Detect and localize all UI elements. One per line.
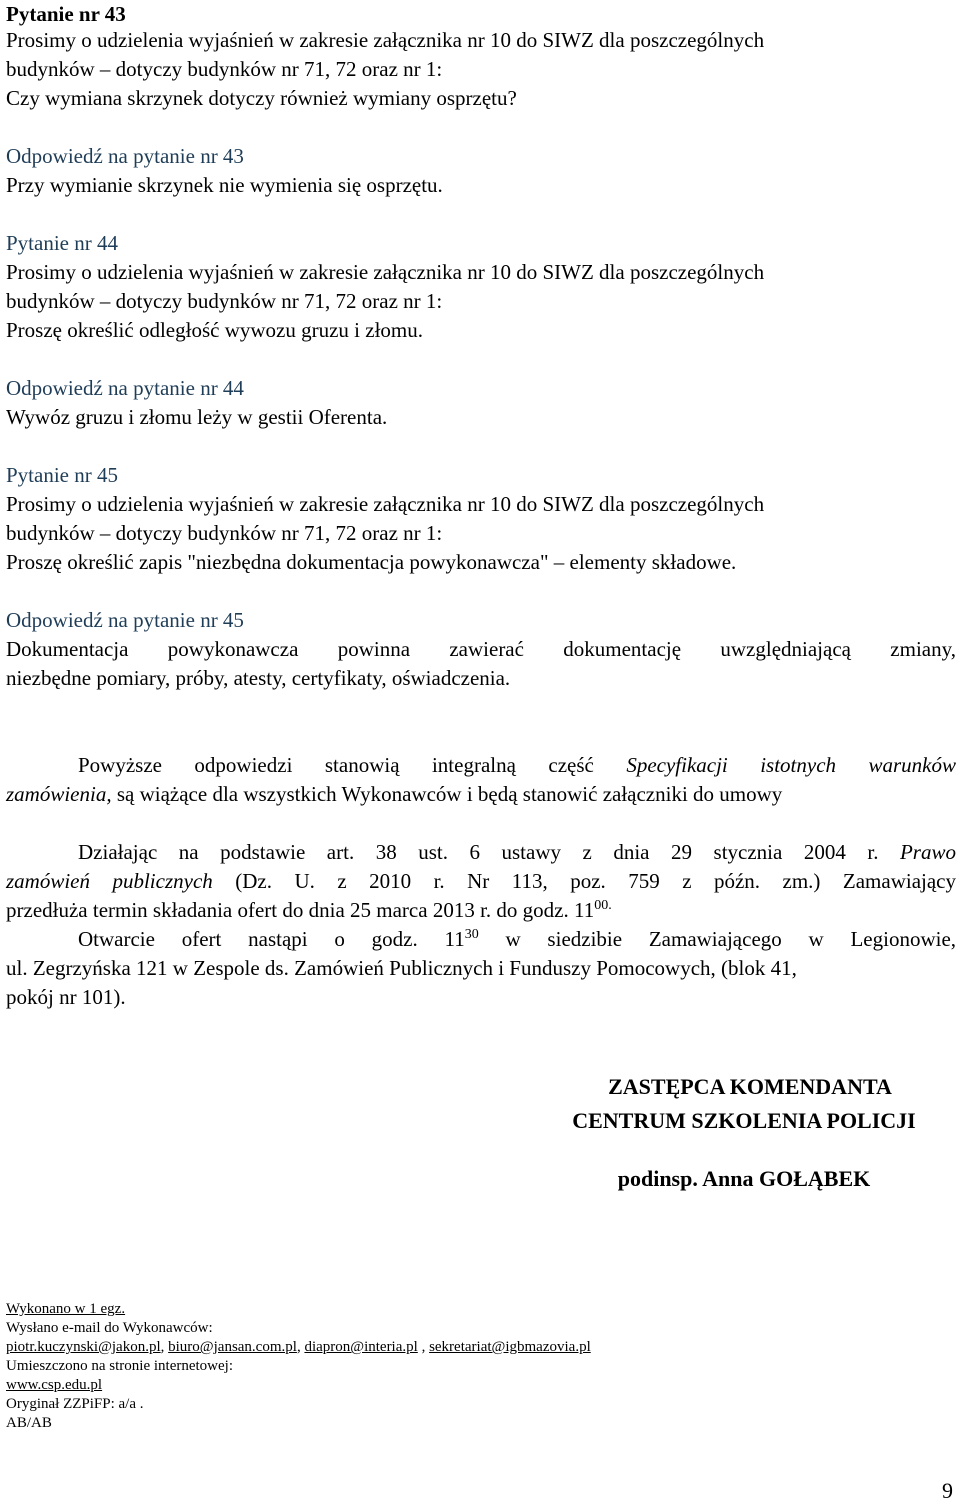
answer-45-line-1: Dokumentacja powykonawcza powinna zawierać dokumentację uwzględniającą zmiany, [6,637,956,661]
question-44-line-2: budynków – dotyczy budynków nr 71, 72 oraz nr 1: [6,289,443,313]
question-43-line-2: budynków – dotyczy budynków nr 71, 72 oraz nr 1: [6,57,443,81]
question-45-heading: Pytanie nr 45 [6,463,118,487]
question-44-heading: Pytanie nr 44 [6,231,118,255]
answer-44-heading: Odpowiedź na pytanie nr 44 [6,376,244,400]
closing-paragraph-2-line-3: przedłuża termin składania ofert do dnia 25 marca 2013 r. do godz. $11^{00.}$ [6,898,612,922]
question-43-line-1: Prosimy o udzielenia wyjaśnień w zakresie załącznika nr 10 do SIWZ dla poszczególnych [6,28,765,52]
closing-paragraph-3-line-1: Otwarcie ofert nastąpi o godz. $11^{30}$ w siedzibie Zamawiającego w Legionowie, [78,927,957,951]
answer-45-line-2: niezbędne pomiary, próby, atesty, certyfikaty, oświadczenia. [6,666,511,690]
closing-paragraph-3-line-3: pokój nr 101). [6,985,126,1009]
closing-paragraph-2-line-1: Działając na podstawie art. 38 ust. 6 ustawy z dnia 29 stycznia 2004 r. Prawo [78,840,956,864]
closing-paragraph-1-line-1: Powyższe odpowiedzi stanowią integralną część Specyfikacji istotnych warunków [78,753,956,777]
closing-paragraph-3-line-2: ul. Zegrzyńska 121 w Zespole ds. Zamówień Publicznych i Funduszy Pomocowych, (blok 41, [6,956,797,980]
signature-title-line-2: CENTRUM SZKOLENIA POLICJI [572,1108,916,1133]
answer-43-text: Przy wymianie skrzynek nie wymienia się osprzętu. [6,173,443,197]
answer-44-text: Wywóz gruzu i złomu leży w gestii Oferenta. [6,405,388,429]
email-link[interactable]: biuro@jansan.com.pl [168,1339,297,1355]
footer-initials: AB/AB [6,1415,52,1431]
email-link[interactable]: sekretariat@igbmazovia.pl [429,1339,591,1355]
question-43-heading: Pytanie nr 43 [6,2,126,26]
signature-title-line-1: ZASTĘPCA KOMENDANTA [608,1074,892,1099]
answer-45-heading: Odpowiedź na pytanie nr 45 [6,608,244,632]
question-45-line-2: budynków – dotyczy budynków nr 71, 72 oraz nr 1: [6,521,443,545]
email-link[interactable]: piotr.kuczynski@jakon.pl [6,1339,161,1355]
footer-copies: Wykonano w 1 egz. [6,1301,126,1317]
page-number: 9 [942,1478,953,1503]
closing-paragraph-1-line-2: zamówienia, są wiążące dla wszystkich Wykonawców i będą stanowić załączniki do umowy [6,782,783,806]
question-45-line-1: Prosimy o udzielenia wyjaśnień w zakresie załącznika nr 10 do SIWZ dla poszczególnych [6,492,765,516]
footer-original: Oryginał ZZPiFP: a/a . [6,1396,144,1412]
question-45-line-3: Proszę określić zapis "niezbędna dokumentacja powykonawcza" – elementy składowe. [6,550,737,574]
answer-43-heading: Odpowiedź na pytanie nr 43 [6,144,244,168]
footer-email-list: piotr.kuczynski@jakon.pl, biuro@jansan.com.pl, diapron@interia.pl , sekretariat@igbmazovia.pl [6,1339,591,1355]
signature-name: podinsp. Anna GOŁĄBEK [617,1166,871,1191]
question-44-line-3: Proszę określić odległość wywozu gruzu i złomu. [6,318,423,342]
footer-posted-label: Umieszczono na stronie internetowej: [6,1358,234,1374]
website-link[interactable]: www.csp.edu.pl [6,1377,103,1393]
question-44-line-1: Prosimy o udzielenia wyjaśnień w zakresie załącznika nr 10 do SIWZ dla poszczególnych [6,260,765,284]
email-link[interactable]: diapron@interia.pl [304,1339,418,1355]
question-43-line-3: Czy wymiana skrzynek dotyczy również wymiany osprzętu? [6,86,517,110]
footer-sent-label: Wysłano e-mail do Wykonawców: [6,1320,213,1336]
closing-paragraph-2-line-2: zamówień publicznych (Dz. U. z 2010 r. Nr 113, poz. 759 z późn. zm.) Zamawiający [6,869,956,893]
footer-notes [6,1300,906,1433]
